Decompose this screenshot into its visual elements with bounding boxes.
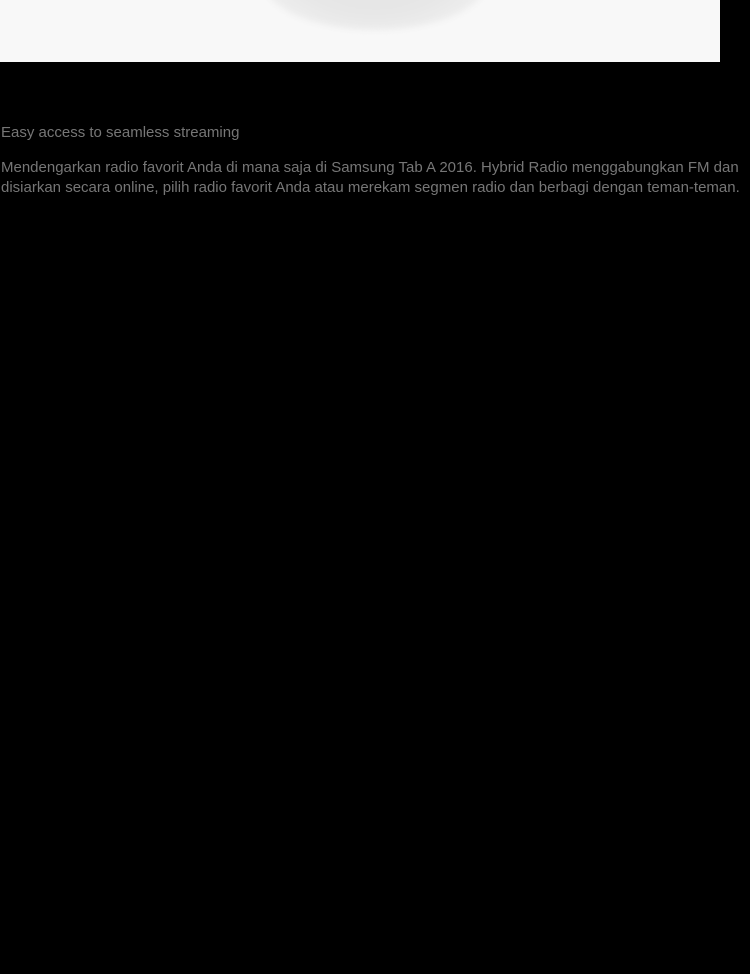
product-photo-fragment	[262, 0, 488, 30]
section-description-line-2: disiarkan secara online, pilih radio favorit Anda atau merekam segmen radio dan berbagi dengan teman-teman.	[1, 179, 740, 196]
section-subtitle: Easy access to seamless streaming	[1, 124, 240, 141]
section-description-line-1: Mendengarkan radio favorit Anda di mana saja di Samsung Tab A 2016. Hybrid Radio menggabungkan FM dan	[1, 159, 739, 176]
hero-image-strip	[0, 0, 720, 62]
section-description	[1, 158, 741, 198]
